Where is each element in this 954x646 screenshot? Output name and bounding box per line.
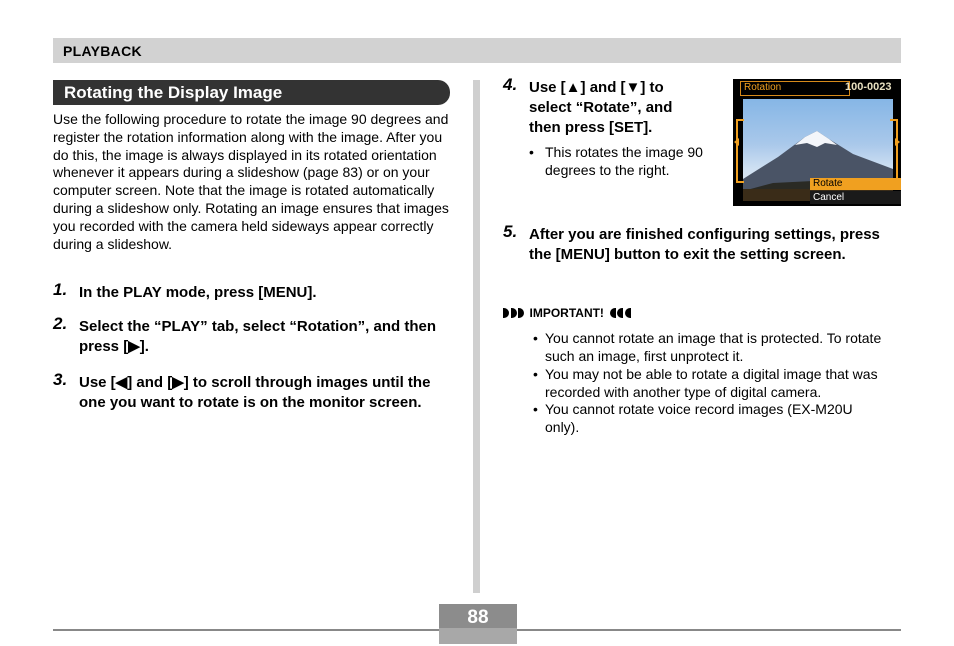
camera-menu-rotate — [810, 178, 901, 190]
bullet-dot: • — [533, 330, 538, 346]
camera-menu-cancel — [810, 191, 901, 204]
section-header-label: PLAYBACK — [63, 43, 142, 59]
step-5 — [503, 222, 883, 265]
camera-file-number: 100-0023 — [845, 81, 892, 93]
menu-cancel-label: Cancel — [813, 192, 845, 203]
column-divider — [473, 80, 480, 593]
step-text: Use [▲] and [▼] to select “Rotate”, and then press [SET]. — [529, 79, 673, 136]
important-item — [533, 329, 883, 365]
left-arrow-icon — [734, 138, 739, 146]
note-text: This rotates the image 90 degrees to the right. — [545, 144, 703, 178]
left-bracket — [736, 119, 744, 183]
step-4 — [503, 75, 703, 138]
camera-title-bar — [740, 81, 850, 96]
right-arrow-icon — [895, 138, 900, 146]
step-text: In the PLAY mode, press [MENU]. — [79, 284, 317, 301]
menu-rotate-label: Rotate — [813, 178, 843, 189]
bullet-dot: • — [533, 401, 538, 417]
important-item — [533, 365, 883, 401]
page-number-box — [439, 604, 517, 644]
important-label: IMPORTANT! — [529, 306, 604, 320]
step-4-note — [529, 143, 719, 179]
step-text: After you are finished configuring settings, press the [MENU] button to exit the setting screen. — [529, 226, 880, 263]
bullet-dot: • — [533, 366, 538, 382]
section-title-bar — [53, 80, 450, 105]
header-bar — [53, 38, 901, 63]
intro-paragraph: Use the following procedure to rotate the image 90 degrees and register the rotation information along with the image. After you do this, the image is always displayed in its rotated orientation whenever it appears during a slideshow (page 83) or on your computer screen. Note that the image is rotated automatically during a slideshow only. Rotating an image ensures that images you recorded with the camera held sideways appear correctly during a slideshow. — [53, 111, 449, 252]
important-marker-icon — [503, 308, 526, 318]
important-item-text: You cannot rotate an image that is protected. To rotate such an image, first unprotect it. — [545, 330, 882, 364]
step-text: Select the “PLAY” tab, select “Rotation”, and then press [▶]. — [79, 318, 437, 355]
right-bracket — [890, 119, 898, 183]
camera-title: Rotation — [744, 82, 782, 93]
step-number: 2. — [53, 314, 68, 333]
step-number: 4. — [503, 75, 518, 94]
important-heading — [503, 306, 632, 320]
step-number: 1. — [53, 280, 68, 299]
section-title: Rotating the Display Image — [64, 83, 283, 102]
important-item-text: You may not be able to rotate a digital image that was recorded with another type of digital camera. — [545, 366, 878, 400]
step-number: 5. — [503, 222, 518, 241]
bullet-dot: • — [529, 144, 534, 160]
important-item — [533, 400, 883, 436]
important-marker-icon — [610, 308, 633, 318]
camera-screen-image — [733, 79, 901, 206]
page-number: 88 — [467, 607, 489, 628]
step-1 — [53, 280, 453, 303]
important-item-text: You cannot rotate voice record images (EX-M20U only). — [545, 401, 853, 435]
step-3 — [53, 370, 453, 413]
step-number: 3. — [53, 370, 68, 389]
step-text: Use [◀] and [▶] to scroll through images until the one you want to rotate is on the monitor screen. — [79, 374, 431, 411]
step-2 — [53, 314, 453, 357]
